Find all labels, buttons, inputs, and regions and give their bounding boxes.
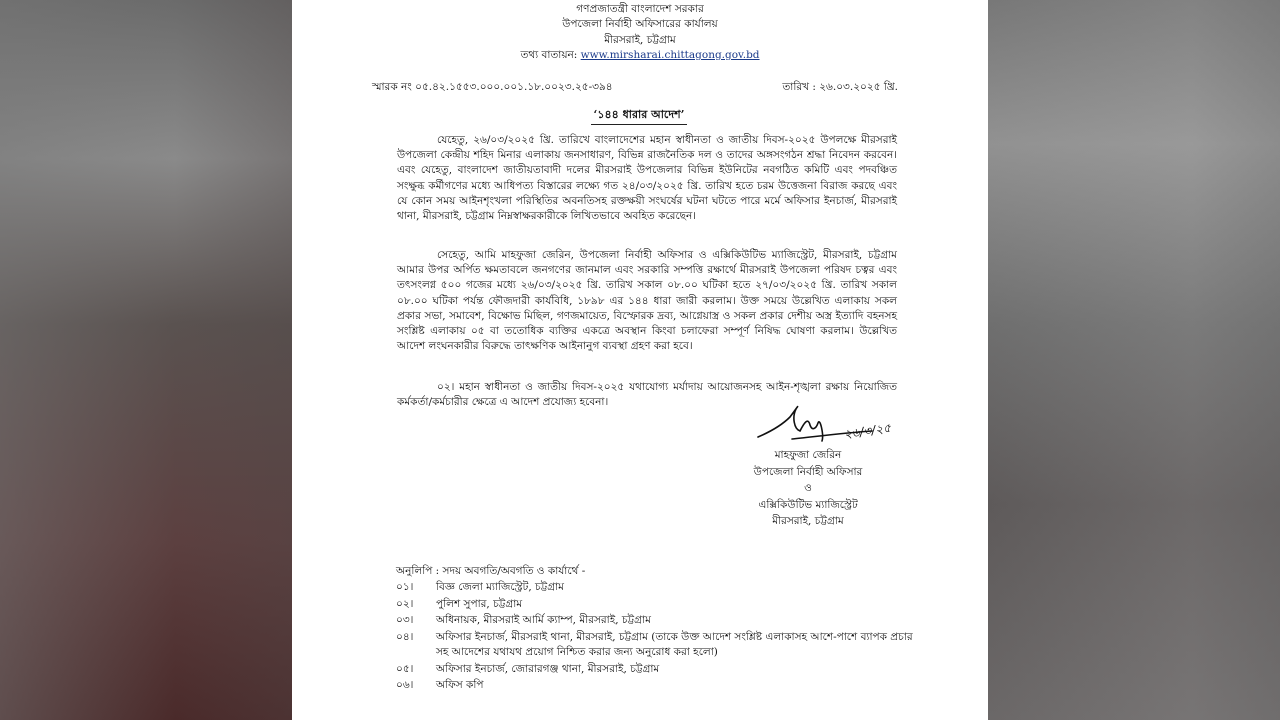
- signatory-title-2: এক্সিকিউটিভ ম্যাজিস্ট্রেট: [758, 498, 858, 511]
- paragraph-3: ০২। মহান স্বাধীনতা ও জাতীয় দিবস-২০২৫ যথাযোগ্য মর্যাদায় আয়োজনসহ আইন-শৃঙ্খলা রক্ষায় নিয়োজিত কর্মকর্তা/কর্মচারীর ক্ষেত্রে এ আদেশ প্রযোজ্য হবেনা।: [397, 381, 897, 409]
- signatory-conjunction: ও: [804, 482, 812, 494]
- list-item-text: পুলিশ সুপার, চট্টগ্রাম: [436, 597, 523, 610]
- list-item-number: ০২।: [396, 597, 414, 610]
- list-item: [396, 678, 916, 694]
- web-url-link[interactable]: www.mirsharai.chittagong.gov.bd: [580, 49, 760, 61]
- list-item-text: অফিস কপি: [436, 679, 484, 691]
- memo-number: স্মারক নং ০৫.৪২.১৫৫৩.০০০.০০১.১৮.০০২৩.২৫-৩৯৪: [372, 81, 613, 93]
- list-item: [396, 613, 916, 629]
- list-item-number: ০৪।: [396, 630, 414, 643]
- signatory-place: মীরসরাই, চট্টগ্রাম: [772, 515, 844, 527]
- list-item-number: ০১।: [396, 581, 414, 593]
- list-item-number: ০৬।: [396, 679, 414, 691]
- order-title: ‘১৪৪ ধারার আদেশ’: [591, 107, 687, 125]
- web-label: তথ্য বাতায়ন:: [520, 49, 578, 61]
- header-web: [292, 48, 988, 63]
- paragraph-2: সেহেতু, আমি মাহফুজা জেরিন, উপজেলা নির্বাহী অফিসার ও এক্সিকিউটিভ ম্যাজিস্ট্রেট, মীরসরাই, চট্টগ্রাম আমার উপর অর্পিত ক্ষমতাবলে জনগণের জানমাল এবং সরকারি সম্পত্তি রক্ষার্থে মীরসরাই উপজেলা পরিষদ চত্বর এবং তৎসংলগ্ন ৫০০ গজের মধ্যে ২৬/০৩/২০২৫ খ্রি. তারিখ সকাল ০৮.০০ ঘটিকা হতে ২৭/০৩/২০২৫ খ্রি. তারিখ সকাল ০৮.০০ ঘটিকা পর্যন্ত ফৌজদারী কার্যবিধি, ১৮৯৮ এর ১৪৪ ধারা জারী করলাম। উক্ত সময়ে উল্লেখিত এলাকায় সকল প্রকার সভা, সমাবেশ, বিক্ষোভ মিছিল, গণজমায়েত, বিস্ফোরক দ্রব্য, আগ্নেয়াস্ত্র ও সকল প্রকার দেশীয় অস্ত্র ইত্যাদি বহনসহ সংশ্লিষ্ট এলাকায় ০৫ বা ততোধিক ব্যক্তির একত্রে অবস্থান কিংবা চলাফেরা সম্পূর্ণ নিষিদ্ধ ঘোষণা করলাম। উল্লেখিত আদেশ লংঘনকারীর বিরুদ্ধে তাৎক্ষণিক আইনানুগ ব্যবস্থা গ্রহণ করা হবে।: [397, 249, 897, 353]
- issue-date: তারিখ : ২৬.০৩.২০২৫ খ্রি.: [782, 81, 898, 93]
- paragraph-1: যেহেতু, ২৬/০৩/২০২৫ খ্রি. তারিখে বাংলাদেশের মহান স্বাধীনতা ও জাতীয় দিবস-২০২৫ উপলক্ষে মীরসরাই উপজেলা কেন্দ্রীয় শহিদ মিনার এলাকায় জনসাধারণ, বিভিন্ন রাজনৈতিক দল ও তাদের অঙ্গসংগঠন শ্রদ্ধা নিবেদন করবেন। এবং যেহেতু, বাংলাদেশ জাতীয়তাবাদী দলের মীরসরাই উপজেলার বিভিন্ন ইউনিটের নবগঠিত কমিটি এবং পদবঞ্চিত সংক্ষুব্ধ কর্মীগণের মধ্যে আধিপত্য বিস্তারের লক্ষ্যে গত ২৪/০৩/২০২৫ খ্রি. তারিখ হতে চরম উত্তেজনা বিরাজ করছে এবং যে কোন সময় আইনশৃংখলা পরিস্থিতির অবনতিসহ রক্তক্ষয়ী সংঘর্ষের ঘটনা ঘটতে পারে মর্মে অফিসার ইনচার্জ, মীরসরাই থানা, মীরসরাই, চট্টগ্রাম নিম্নস্বাক্ষরকারীকে লিখিতভাবে অবহিত করেছেন।: [397, 134, 897, 223]
- copy-heading: অনুলিপি : সদয় অবগতি/অবগতি ও কার্যার্থে -: [396, 565, 586, 577]
- blurred-background-right: [988, 0, 1280, 720]
- header-government: গণপ্রজাতন্ত্রী বাংলাদেশ সরকার: [576, 3, 704, 15]
- document-page: [292, 0, 988, 720]
- list-item: [396, 580, 916, 596]
- handwritten-signature: [752, 395, 902, 455]
- header-location: মীরসরাই, চট্টগ্রাম: [604, 34, 676, 46]
- list-item-number: ০৩।: [396, 614, 414, 626]
- list-item-text: অধিনায়ক, মীরসরাই আর্মি ক্যাম্প, মীরসরাই, চট্টগ্রাম: [436, 614, 651, 626]
- signatory-title: উপজেলা নির্বাহী অফিসার: [753, 465, 863, 478]
- signatory-block: [728, 447, 888, 530]
- copy-list: [396, 580, 916, 695]
- signatory-name: মাহফুজা জেরিন: [774, 449, 842, 461]
- blurred-background-left: [0, 0, 292, 720]
- signature-date: ২৬/৩/২৫: [843, 420, 892, 442]
- header-office: উপজেলা নির্বাহী অফিসারের কার্যালয়: [562, 18, 718, 30]
- list-item-text: অফিসার ইনচার্জ, মীরসরাই থানা, মীরসরাই, চট্টগ্রাম (তাকে উক্ত আদেশ সংশ্লিষ্ট এলাকাসহ আশে-পাশে ব্যাপক প্রচার সহ আদেশের যথাযথ প্রয়োগ নিশ্চিত করার জন্য অনুরোধ করা হলো): [436, 630, 913, 658]
- list-item-number: ০৫।: [396, 662, 414, 675]
- list-item: [396, 630, 916, 661]
- list-item: [396, 662, 916, 678]
- list-item-text: বিজ্ঞ জেলা ম্যাজিস্ট্রেট, চট্টগ্রাম: [436, 581, 565, 593]
- list-item: [396, 597, 916, 613]
- list-item-text: অফিসার ইনচার্জ, জোরারগঞ্জ থানা, মীরসরাই, চট্টগ্রাম: [436, 662, 660, 675]
